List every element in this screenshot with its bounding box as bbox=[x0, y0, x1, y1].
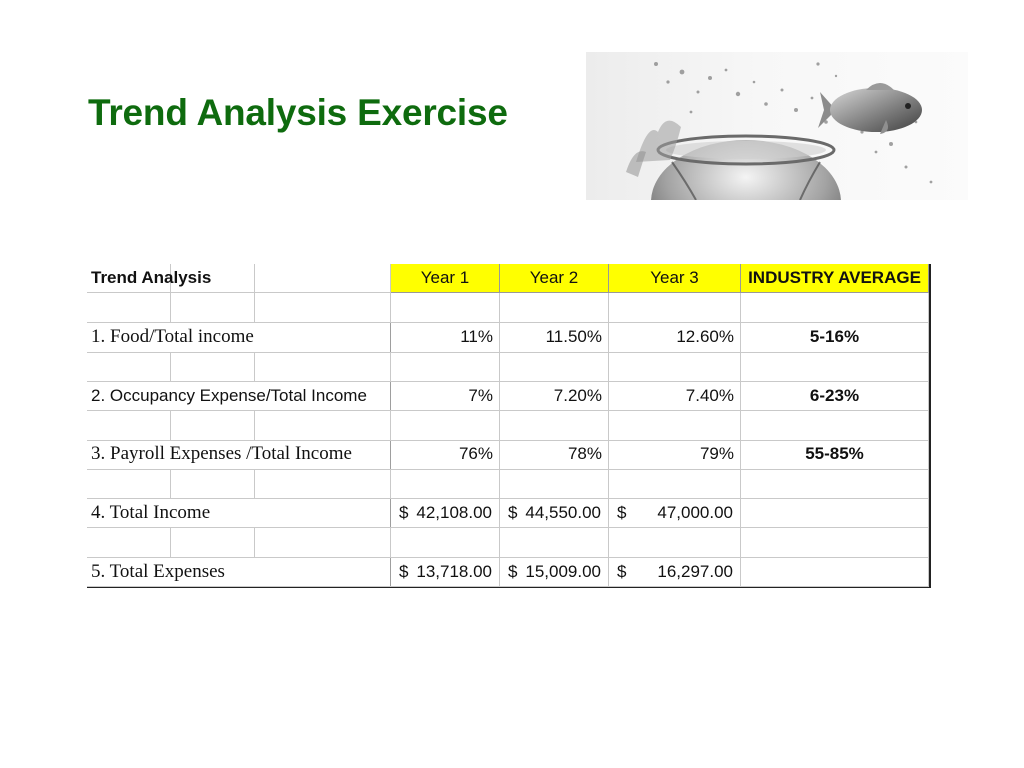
empty-cell bbox=[741, 469, 929, 499]
empty-cell bbox=[391, 352, 500, 382]
empty-cell bbox=[87, 469, 171, 499]
empty-cell bbox=[500, 293, 609, 323]
industry-average-cell: 5-16% bbox=[741, 323, 929, 353]
money-cell bbox=[609, 557, 741, 587]
percent-cell: 76% bbox=[391, 440, 500, 470]
empty-cell bbox=[609, 528, 741, 558]
slide-title: Trend Analysis Exercise bbox=[88, 92, 508, 133]
money-value: 44,550.00 bbox=[525, 502, 601, 522]
empty-cell bbox=[609, 293, 741, 323]
empty-cell bbox=[171, 264, 255, 293]
trend-analysis-table bbox=[87, 264, 931, 588]
empty-cell bbox=[609, 411, 741, 441]
empty-cell bbox=[255, 293, 391, 323]
row-label: 5. Total Expenses bbox=[87, 557, 391, 587]
empty-cell bbox=[87, 411, 171, 441]
empty-cell bbox=[391, 469, 500, 499]
year-2-header: Year 2 bbox=[500, 264, 609, 293]
industry-average-cell bbox=[741, 498, 929, 528]
industry-average-header: INDUSTRY AVERAGE bbox=[741, 264, 929, 293]
row-label: 2. Occupancy Expense/Total Income bbox=[87, 381, 391, 411]
percent-cell: 7.40% bbox=[609, 381, 741, 411]
empty-cell bbox=[500, 352, 609, 382]
percent-cell: 11% bbox=[391, 323, 500, 353]
money-value: 13,718.00 bbox=[416, 561, 492, 581]
empty-cell bbox=[609, 469, 741, 499]
fish-jumping-from-bowl-photo-icon bbox=[586, 52, 968, 200]
percent-cell: 7% bbox=[391, 381, 500, 411]
empty-cell bbox=[255, 352, 391, 382]
percent-cell: 78% bbox=[500, 440, 609, 470]
currency-symbol: $ bbox=[508, 502, 518, 522]
currency-symbol: $ bbox=[617, 561, 627, 581]
money-cell bbox=[391, 498, 500, 528]
row-label: 4. Total Income bbox=[87, 498, 391, 528]
money-cell bbox=[500, 498, 609, 528]
empty-cell bbox=[391, 528, 500, 558]
empty-cell bbox=[741, 293, 929, 323]
industry-average-cell: 6-23% bbox=[741, 381, 929, 411]
year-1-header: Year 1 bbox=[391, 264, 500, 293]
empty-cell bbox=[87, 293, 171, 323]
fish-bowl-photo bbox=[586, 52, 968, 200]
empty-cell bbox=[255, 528, 391, 558]
empty-cell bbox=[255, 411, 391, 441]
percent-cell: 12.60% bbox=[609, 323, 741, 353]
money-cell bbox=[500, 557, 609, 587]
empty-cell bbox=[741, 352, 929, 382]
industry-average-cell: 55-85% bbox=[741, 440, 929, 470]
empty-cell bbox=[255, 469, 391, 499]
percent-cell: 7.20% bbox=[500, 381, 609, 411]
empty-cell bbox=[171, 411, 255, 441]
money-value: 42,108.00 bbox=[416, 502, 492, 522]
empty-cell bbox=[255, 264, 391, 293]
empty-cell bbox=[87, 352, 171, 382]
empty-cell bbox=[609, 352, 741, 382]
empty-cell bbox=[741, 411, 929, 441]
money-value: 47,000.00 bbox=[657, 502, 733, 522]
money-cell bbox=[609, 498, 741, 528]
currency-symbol: $ bbox=[399, 502, 409, 522]
table-header-label: Trend Analysis bbox=[87, 264, 171, 293]
money-value: 15,009.00 bbox=[525, 561, 601, 581]
empty-cell bbox=[171, 469, 255, 499]
row-label: 3. Payroll Expenses /Total Income bbox=[87, 440, 391, 470]
year-3-header: Year 3 bbox=[609, 264, 741, 293]
currency-symbol: $ bbox=[399, 561, 409, 581]
money-cell bbox=[391, 557, 500, 587]
empty-cell bbox=[391, 411, 500, 441]
empty-cell bbox=[500, 528, 609, 558]
row-label: 1. Food/Total income bbox=[87, 323, 391, 353]
empty-cell bbox=[171, 352, 255, 382]
empty-cell bbox=[171, 528, 255, 558]
empty-cell bbox=[391, 293, 500, 323]
currency-symbol: $ bbox=[617, 502, 627, 522]
industry-average-cell bbox=[741, 557, 929, 587]
money-value: 16,297.00 bbox=[657, 561, 733, 581]
empty-cell bbox=[171, 293, 255, 323]
empty-cell bbox=[741, 528, 929, 558]
empty-cell bbox=[87, 528, 171, 558]
percent-cell: 11.50% bbox=[500, 323, 609, 353]
percent-cell: 79% bbox=[609, 440, 741, 470]
empty-cell bbox=[500, 411, 609, 441]
currency-symbol: $ bbox=[508, 561, 518, 581]
empty-cell bbox=[500, 469, 609, 499]
